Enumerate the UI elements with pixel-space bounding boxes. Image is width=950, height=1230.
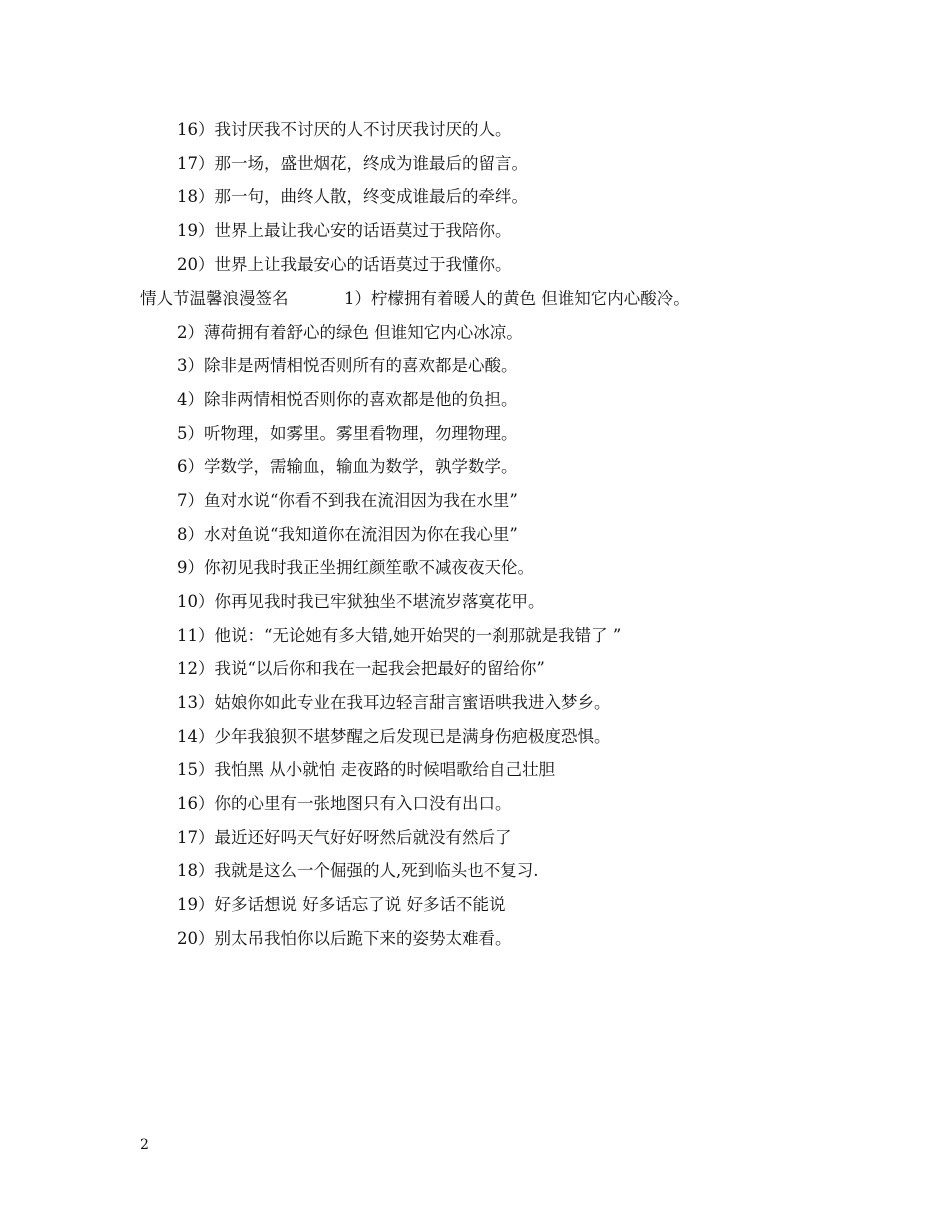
list-item: 15）我怕黑 从小就怕 走夜路的时候唱歌给自己壮胆 [177, 760, 555, 779]
list-item: 18）那一句，曲终人散，终变成谁最后的牵绊。 [177, 187, 528, 206]
list-item: 18）我就是这么一个倔强的人,死到临头也不复习. [177, 861, 539, 880]
section-heading-line [140, 288, 690, 310]
list-item: 8）水对鱼说“我知道你在流泪因为你在我心里” [177, 525, 518, 544]
list-item: 19）好多话想说 好多话忘了说 好多话不能说 [177, 895, 506, 914]
list-item: 16）我讨厌我不讨厌的人不讨厌我讨厌的人。 [177, 120, 512, 139]
list-item: 9）你初见我时我正坐拥红颜笙歌不减夜夜天伦。 [177, 558, 534, 577]
list-item: 12）我说“以后你和我在一起我会把最好的留给你” [177, 659, 545, 678]
list-item: 3）除非是两情相悦否则所有的喜欢都是心酸。 [177, 356, 518, 375]
list-item: 5）听物理，如雾里。雾里看物理，勿理物理。 [177, 424, 518, 443]
list-item: 13）姑娘你如此专业在我耳边轻言甜言蜜语哄我进入梦乡。 [177, 693, 611, 712]
list-item: 4）除非两情相悦否则你的喜欢都是他的负担。 [177, 390, 518, 409]
list-item: 11）他说：“无论她有多大错,她开始哭的一刹那就是我错了 ” [177, 626, 622, 645]
list-item: 7）鱼对水说“你看不到我在流泪因为我在水里” [177, 491, 518, 510]
list-item: 1）柠檬拥有着暖人的黄色 但谁知它内心酸冷。 [344, 289, 690, 308]
list-item: 10）你再见我时我已牢狱独坐不堪流岁落寞花甲。 [177, 592, 545, 611]
list-item: 2）薄荷拥有着舒心的绿色 但谁知它内心冰凉。 [177, 323, 523, 342]
list-item: 16）你的心里有一张地图只有入口没有出口。 [177, 794, 512, 813]
section-heading: 情人节温馨浪漫签名 [140, 289, 289, 308]
list-item: 17）最近还好吗天气好好呀然后就没有然后了 [177, 828, 512, 847]
list-item: 17）那一场，盛世烟花，终成为谁最后的留言。 [177, 154, 528, 173]
list-item: 6）学数学，需输血，输血为数学，孰学数学。 [177, 457, 518, 476]
list-item: 20）世界上让我最安心的话语莫过于我懂你。 [177, 255, 512, 274]
list-item: 20）别太吊我怕你以后跪下来的姿势太难看。 [177, 929, 512, 948]
page-number: 2 [140, 1137, 149, 1153]
list-item: 19）世界上最让我心安的话语莫过于我陪你。 [177, 221, 512, 240]
list-item: 14）少年我狼狈不堪梦醒之后发现已是满身伤疤极度恐惧。 [177, 727, 611, 746]
